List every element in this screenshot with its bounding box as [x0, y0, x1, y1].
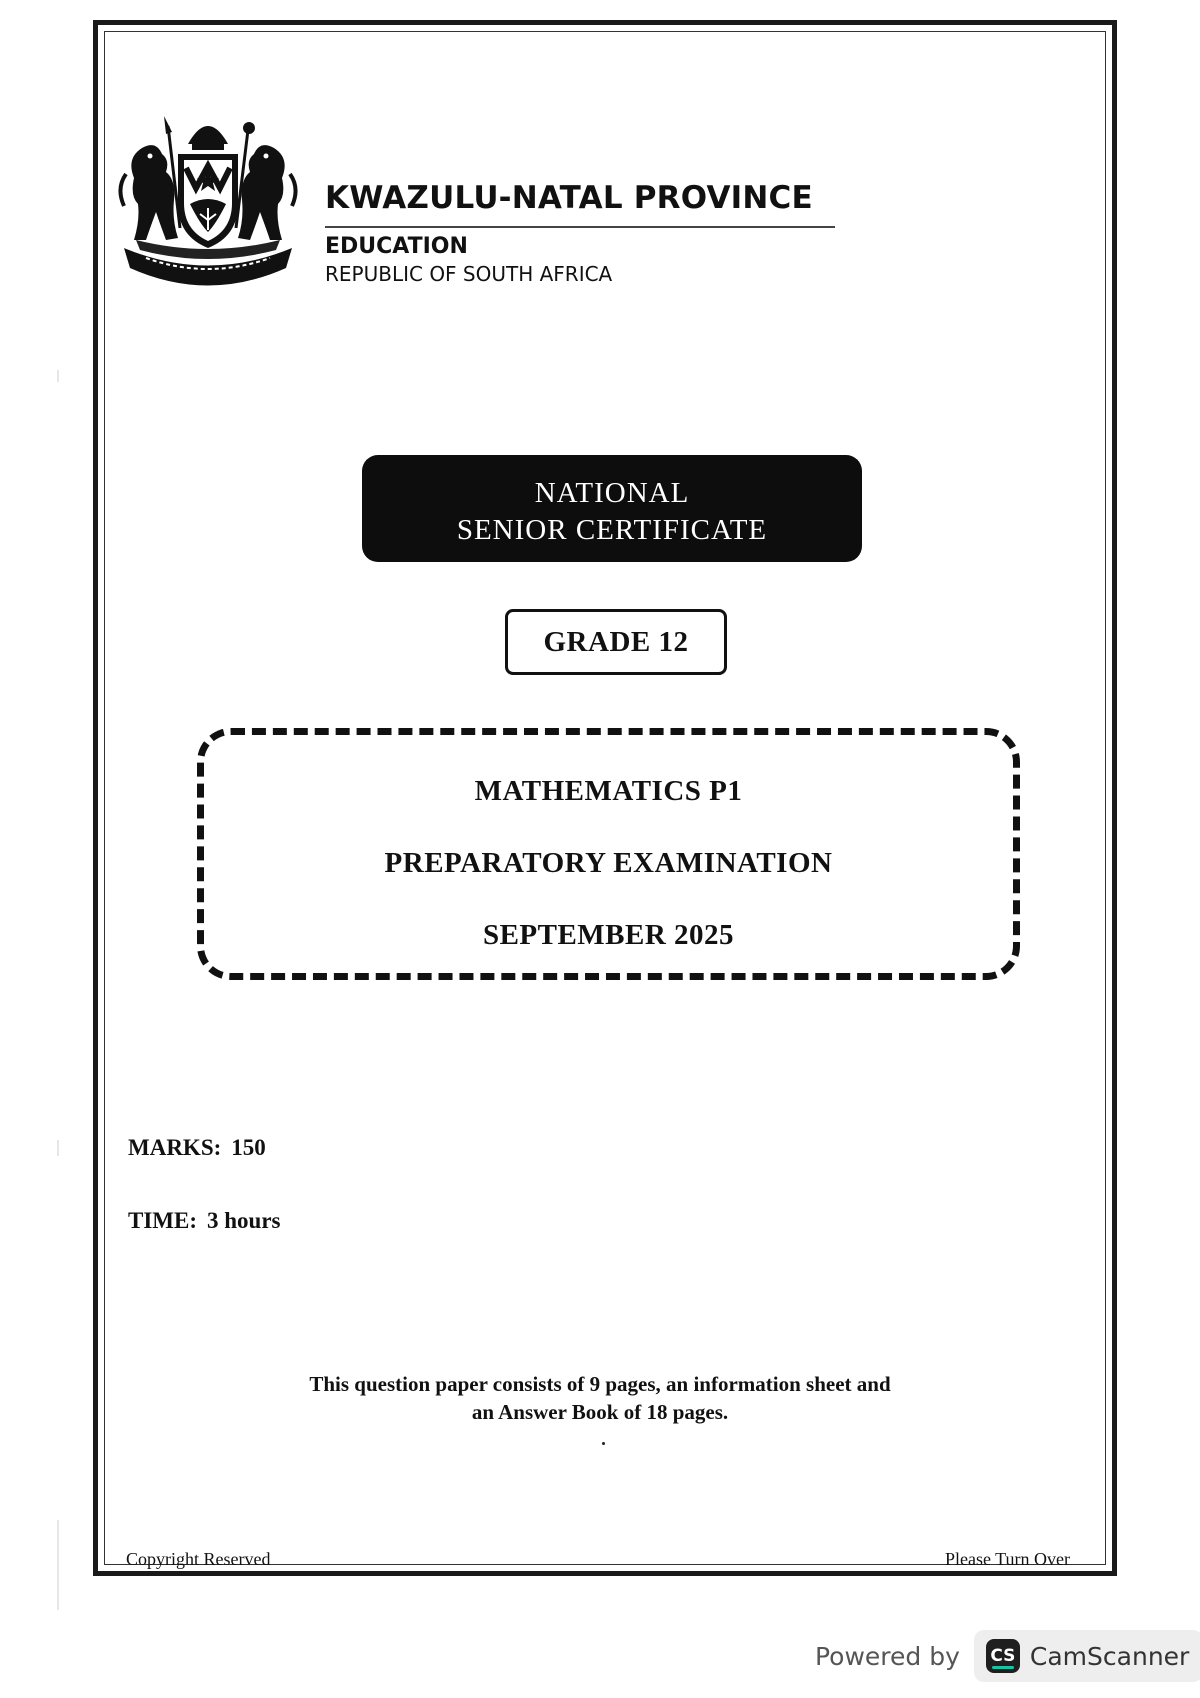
time-label: TIME:	[128, 1208, 197, 1233]
camscanner-badge	[974, 1630, 1200, 1682]
time-row	[128, 1208, 281, 1234]
province-title: KWAZULU-NATAL PROVINCE	[325, 180, 813, 216]
exam-type: PREPARATORY EXAMINATION	[384, 847, 833, 879]
camscanner-brand: CamScanner	[1029, 1641, 1190, 1671]
marks-label: MARKS:	[128, 1135, 222, 1160]
subject-title: MATHEMATICS P1	[474, 775, 743, 807]
country-name: REPUBLIC OF SOUTH AFRICA	[325, 262, 613, 286]
page-count-note	[0, 1370, 1200, 1426]
subject-box	[197, 728, 1020, 980]
powered-by-label: Powered by	[815, 1641, 960, 1671]
camscanner-watermark	[815, 1630, 1200, 1682]
certificate-banner	[362, 455, 862, 562]
coat-of-arms-icon	[116, 108, 300, 298]
stray-dot	[602, 1442, 605, 1445]
exam-date: SEPTEMBER 2025	[482, 919, 735, 951]
turn-over-footer: Please Turn Over	[945, 1549, 1070, 1569]
scan-artifact	[57, 1140, 59, 1156]
marks-value: 150	[231, 1135, 266, 1160]
marks-row	[128, 1135, 266, 1161]
time-value: 3 hours	[207, 1208, 281, 1233]
scan-artifact	[57, 370, 59, 382]
certificate-line-1: NATIONAL	[534, 477, 690, 509]
camscanner-logo-icon: CS	[986, 1639, 1020, 1673]
note-line-1: This question paper consists of 9 pages, an information sheet and	[309, 1372, 891, 1396]
scan-artifact	[57, 1520, 59, 1610]
certificate-line-2: SENIOR CERTIFICATE	[456, 514, 768, 546]
note-line-2: an Answer Book of 18 pages.	[471, 1400, 729, 1424]
grade-label: GRADE 12	[505, 609, 727, 675]
header-divider	[325, 226, 835, 228]
copyright-footer: Copyright Reserved	[126, 1549, 271, 1569]
department-name: EDUCATION	[325, 234, 468, 259]
